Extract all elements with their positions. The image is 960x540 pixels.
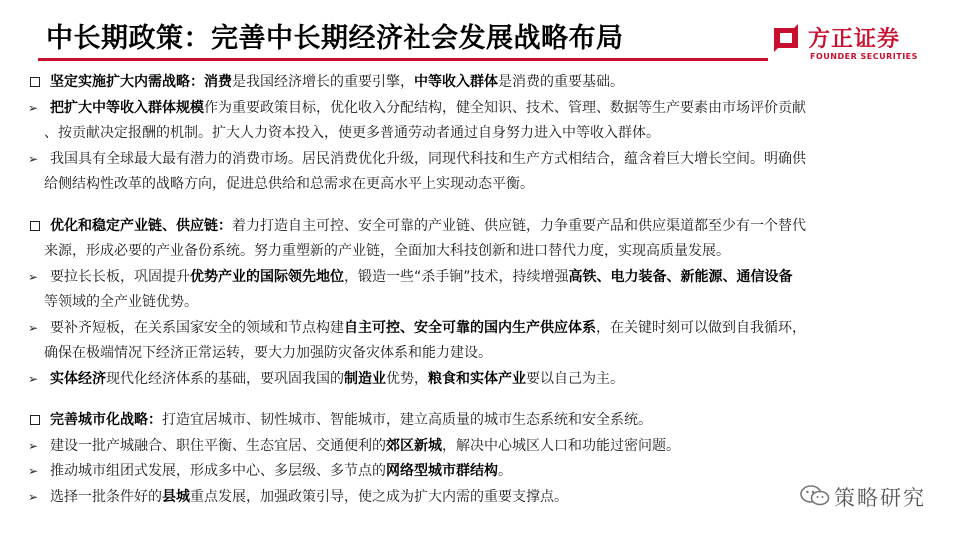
body-text: 推动城市组团式发展，形成多中心、多层级、多节点的 bbox=[50, 463, 386, 479]
body-text: 是我国经济增长的重要引擎， bbox=[232, 74, 414, 90]
section-gap bbox=[28, 392, 932, 408]
body-text: 来源，形成必要的产业备份系统。努力重塑新的产业链，全面加大科技创新和进口替代力度，实现高质量发展。 bbox=[44, 243, 730, 259]
bullet-item bbox=[28, 96, 932, 122]
logo-text-cn: 方正证券 bbox=[808, 27, 901, 52]
logo-text-en: FOUNDER SECURITIES bbox=[810, 52, 918, 61]
bullet-continuation bbox=[28, 239, 932, 265]
emphasis-text: 高铁、电力装备、新能源、通信设备 bbox=[568, 268, 793, 285]
emphasis-text: 把扩大中等收入群体规模 bbox=[50, 99, 204, 116]
body-text: ，在关键时刻可以做到自我循环， bbox=[596, 319, 806, 336]
body-text: 建设一批产城融合、职住平衡、生态宜居、交通便利的 bbox=[50, 437, 386, 454]
emphasis-text: 消费 bbox=[204, 74, 232, 90]
section-heading-line bbox=[28, 70, 932, 96]
arrow-bullet-icon: ➢ bbox=[28, 320, 39, 335]
section-heading-line bbox=[28, 214, 932, 240]
emphasis-text: 完善城市化战略： bbox=[50, 412, 162, 428]
slide-body bbox=[28, 70, 932, 510]
body-text: 给侧结构性改革的战略方向，促进总供给和总需求在更高水平上实现动态平衡。 bbox=[44, 176, 534, 192]
bullet-continuation bbox=[28, 172, 932, 198]
bullet-item bbox=[28, 316, 932, 342]
bullet-continuation bbox=[28, 341, 932, 367]
body-text: 、按贡献决定报酬的机制。扩大人力资本投入，使更多普通劳动者通过自身努力进入中等收入群体。 bbox=[44, 125, 660, 141]
founder-logo bbox=[770, 22, 950, 66]
emphasis-text: 优化和稳定产业链、供应链： bbox=[50, 217, 232, 234]
body-text: ，锻造一些“杀手锏”技术，持续增强 bbox=[344, 268, 569, 285]
body-text: 。 bbox=[498, 463, 512, 479]
bullet-item bbox=[28, 147, 932, 173]
founder-logo-mark-icon bbox=[770, 22, 802, 54]
bullet-continuation bbox=[28, 121, 932, 147]
emphasis-text: 中等收入群体 bbox=[414, 74, 498, 90]
bullet-item bbox=[28, 434, 932, 460]
body-text: ，解决中心城区人口和功能过密问题。 bbox=[442, 437, 680, 454]
body-text: 要以自己为主。 bbox=[526, 370, 624, 387]
wechat-icon bbox=[800, 484, 830, 508]
emphasis-text: 实体经济 bbox=[50, 370, 106, 387]
bullet-item bbox=[28, 485, 932, 511]
watermark-text: 策略研究 bbox=[834, 486, 926, 510]
arrow-bullet-icon: ➢ bbox=[28, 151, 39, 166]
body-text: 要补齐短板，在关系国家安全的领域和节点构建 bbox=[50, 319, 344, 336]
page-title: 中长期政策：完善中长期经济社会发展战略布局 bbox=[46, 23, 624, 54]
bullet-item bbox=[28, 367, 932, 393]
emphasis-text: 县城 bbox=[162, 488, 190, 505]
emphasis-text: 粮食和实体产业 bbox=[428, 370, 526, 387]
body-text: 要拉长长板，巩固提升 bbox=[50, 268, 190, 285]
section-gap bbox=[28, 198, 932, 214]
body-text: 打造宜居城市、韧性城市、智能城市，建立高质量的城市生态系统和安全系统。 bbox=[162, 412, 652, 428]
body-text: 我国具有全球最大最有潜力的消费市场。居民消费优化升级，同现代科技和生产方式相结合，蕴含着巨大增长空间。明确供 bbox=[50, 150, 806, 167]
emphasis-text: 优势产业的国际领先地位 bbox=[190, 268, 344, 285]
body-text: 确保在极端情况下经济正常运转，要大力加强防灾备灾体系和能力建设。 bbox=[44, 345, 492, 361]
body-text: 作为重要政策目标，优化收入分配结构，健全知识、技术、管理、数据等生产要素由市场评价贡献 bbox=[204, 99, 806, 116]
emphasis-text: 郊区新城 bbox=[386, 437, 442, 454]
body-text: 是消费的重要基础。 bbox=[498, 74, 624, 90]
body-text: 重点发展，加强政策引导，使之成为扩大内需的重要支撑点。 bbox=[190, 488, 568, 505]
arrow-bullet-icon: ➢ bbox=[28, 438, 39, 453]
body-text: 现代化经济体系的基础，要巩固我国的 bbox=[106, 370, 344, 387]
arrow-bullet-icon: ➢ bbox=[28, 489, 39, 504]
emphasis-text: 坚定实施扩大内需战略： bbox=[50, 74, 204, 90]
emphasis-text: 网络型城市群结构 bbox=[386, 463, 498, 479]
bullet-item bbox=[28, 265, 932, 291]
bullet-continuation bbox=[28, 290, 932, 316]
body-text: 等领域的全产业链优势。 bbox=[44, 294, 198, 310]
arrow-bullet-icon: ➢ bbox=[28, 100, 39, 115]
emphasis-text: 制造业 bbox=[344, 370, 386, 387]
arrow-bullet-icon: ➢ bbox=[28, 269, 39, 284]
body-text: 选择一批条件好的 bbox=[50, 488, 162, 505]
bullet-item bbox=[28, 459, 932, 485]
arrow-bullet-icon: ➢ bbox=[28, 464, 39, 478]
emphasis-text: 自主可控、安全可靠的国内生产供应体系 bbox=[344, 319, 596, 336]
body-text: 优势， bbox=[386, 370, 428, 387]
body-text: 着力打造自主可控、安全可靠的产业链、供应链，力争重要产品和供应渠道都至少有一个替代 bbox=[232, 217, 806, 234]
title-underline bbox=[38, 58, 768, 61]
arrow-bullet-icon: ➢ bbox=[28, 371, 39, 386]
section-heading-line bbox=[28, 408, 932, 434]
